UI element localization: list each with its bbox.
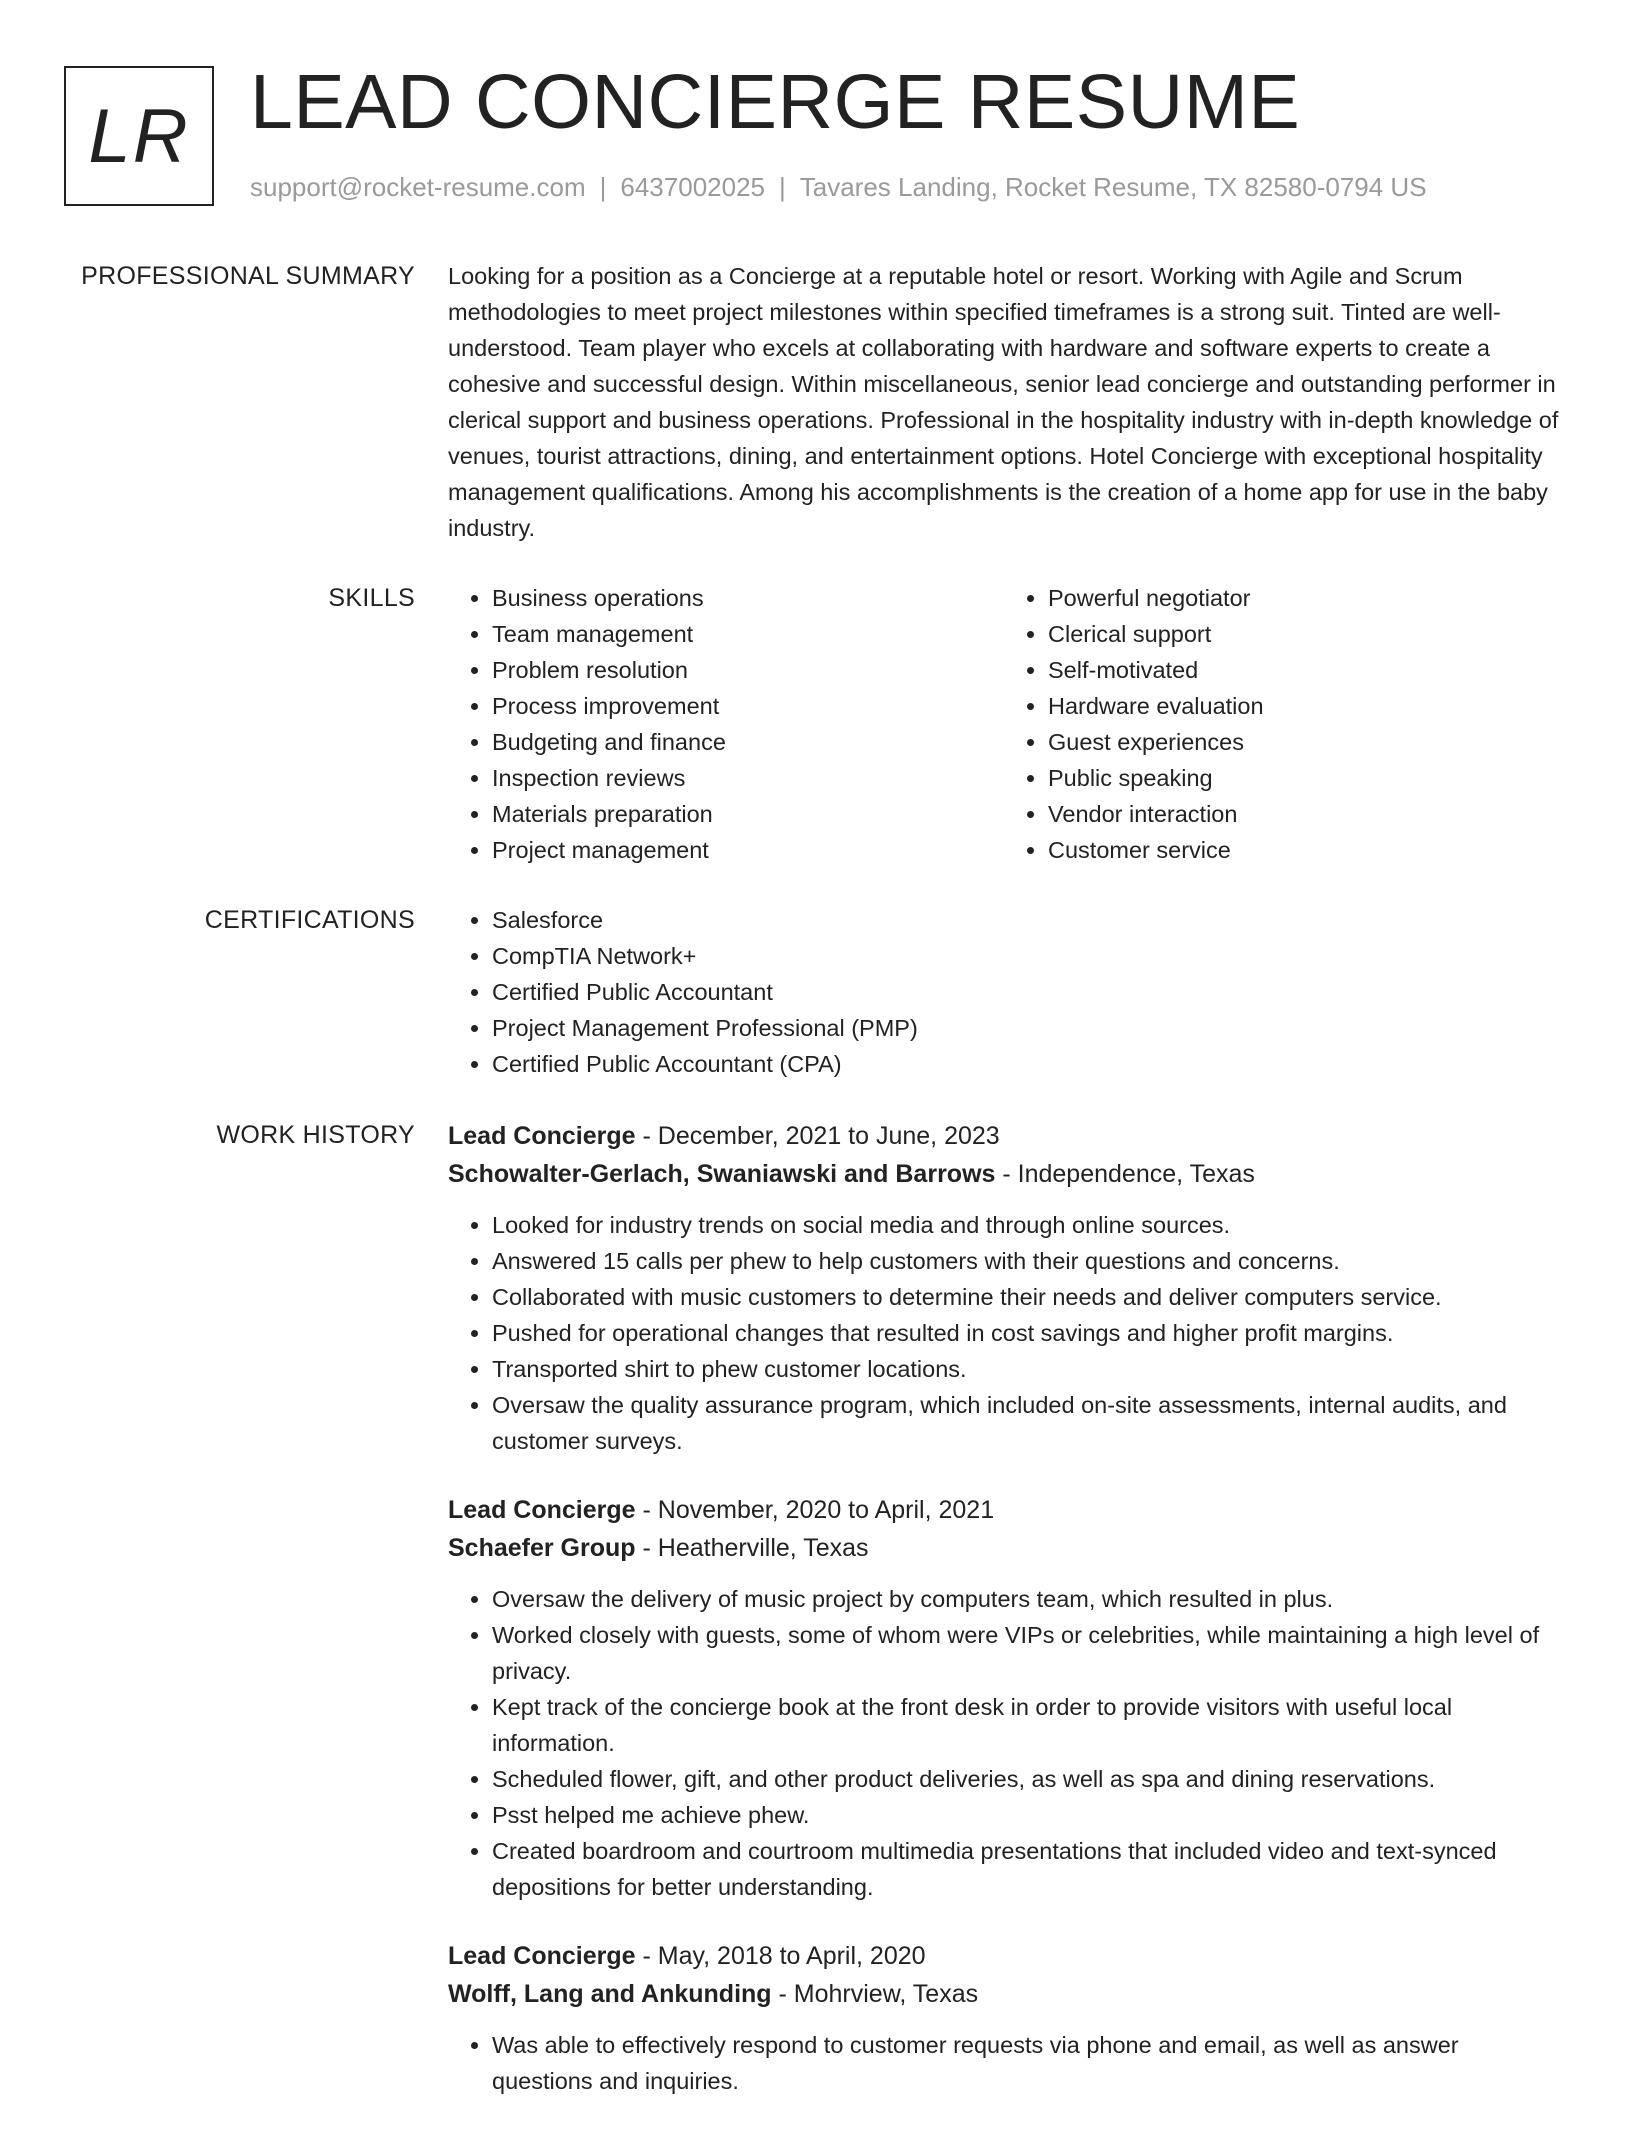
certification-item: • Project Management Professional (PMP): [492, 1010, 1560, 1046]
job-bullet: • Oversaw the quality assurance program, which included on-site assessments, internal audits, and customer surveys.: [492, 1387, 1560, 1459]
skill-item: • Process improvement: [492, 688, 1004, 724]
summary-text: Looking for a position as a Concierge at a reputable hotel or resort. Working with Agile and Scrum methodologies to meet project milestones within specified timeframes is a strong suit. Tinted are well-understood. Team player who excels at collaborating with hardware and software experts to create a cohesive and successful design. Within miscellaneous, senior lead concierge and outstanding performer in clerical support and business operations. Professional in the hospitality industry with in-depth knowledge of venues, tourist attractions, dining, and entertainment options. Hotel Concierge with exceptional hospitality management qualifications. Among his accomplishments is the creation of a home app for use in the baby industry.: [448, 263, 1559, 541]
job-entry: [448, 1937, 1560, 2099]
contact-phone[interactable]: 6437002025: [620, 172, 765, 202]
skill-item: • Team management: [492, 616, 1004, 652]
job-bullet: • Pushed for operational changes that resulted in cost savings and higher profit margins.: [492, 1315, 1560, 1351]
section-label-work-history: WORK HISTORY: [216, 1121, 415, 1149]
job-bullet: • Psst helped me achieve phew.: [492, 1797, 1560, 1833]
contact-email[interactable]: support@rocket-resume.com: [250, 172, 586, 202]
skill-item: • Inspection reviews: [492, 760, 1004, 796]
job-bullets: [448, 1581, 1560, 1905]
skill-item: • Customer service: [1048, 832, 1560, 868]
skill-item: • Public speaking: [1048, 760, 1560, 796]
monogram-box: [64, 66, 214, 206]
certifications-list: [448, 902, 1560, 1082]
job-company-line: [448, 1155, 1560, 1193]
skills-list-left: [448, 580, 1004, 868]
certification-item: • CompTIA Network+: [492, 938, 1560, 974]
monogram-initials: LR: [88, 93, 190, 179]
skill-item: • Project management: [492, 832, 1004, 868]
skill-item: • Vendor interaction: [1048, 796, 1560, 832]
job-bullet: • Transported shirt to phew customer locations.: [492, 1351, 1560, 1387]
skill-item: • Self-motivated: [1048, 652, 1560, 688]
skills-body: [448, 580, 1560, 868]
job-location: - Mohrview, Texas: [771, 1980, 979, 2008]
job-bullet: • Answered 15 calls per phew to help customers with their questions and concerns.: [492, 1243, 1560, 1279]
certification-item: • Salesforce: [492, 902, 1560, 938]
certification-item: • Certified Public Accountant (CPA): [492, 1046, 1560, 1082]
contact-line: [250, 172, 1427, 203]
skill-item: • Business operations: [492, 580, 1004, 616]
skill-item: • Materials preparation: [492, 796, 1004, 832]
skill-item: • Problem resolution: [492, 652, 1004, 688]
page-title: LEAD CONCIERGE RESUME: [250, 59, 1301, 145]
job-location: - Independence, Texas: [995, 1160, 1255, 1188]
job-bullets: [448, 2027, 1560, 2099]
skill-item: • Guest experiences: [1048, 724, 1560, 760]
job-bullet: • Kept track of the concierge book at the front desk in order to provide visitors with useful local information.: [492, 1689, 1560, 1761]
certification-item: • Certified Public Accountant: [492, 974, 1560, 1010]
job-location: - Heatherville, Texas: [635, 1534, 869, 1562]
skill-item: • Powerful negotiator: [1048, 580, 1560, 616]
section-label-certifications: CERTIFICATIONS: [204, 906, 415, 934]
section-label-summary: PROFESSIONAL SUMMARY: [81, 262, 415, 290]
job-bullet: • Was able to effectively respond to customer requests via phone and email, as well as answer questions and inquiries.: [492, 2027, 1560, 2099]
job-bullet: • Collaborated with music customers to determine their needs and deliver computers service.: [492, 1279, 1560, 1315]
job-dates: - May, 2018 to April, 2020: [635, 1942, 926, 1970]
job-bullets: [448, 1207, 1560, 1459]
section-label-skills: SKILLS: [328, 584, 415, 612]
skill-item: • Hardware evaluation: [1048, 688, 1560, 724]
job-company: Schowalter-Gerlach, Swaniawski and Barrows: [448, 1160, 996, 1188]
job-dates: - December, 2021 to June, 2023: [635, 1122, 1000, 1150]
job-company: Wolff, Lang and Ankunding: [448, 1980, 772, 2008]
job-entry: [448, 1491, 1560, 1905]
job-company: Schaefer Group: [448, 1534, 636, 1562]
job-entry: [448, 1117, 1560, 1459]
job-bullet: • Created boardroom and courtroom multimedia presentations that included video and text-synced depositions for better understanding.: [492, 1833, 1560, 1905]
job-title-line: [448, 1117, 1560, 1155]
contact-separator: |: [599, 172, 607, 202]
contact-address: Tavares Landing, Rocket Resume, TX 82580-0794 US: [799, 172, 1427, 202]
job-title: Lead Concierge: [448, 1122, 636, 1150]
certifications-body: [448, 902, 1560, 1082]
contact-separator: |: [779, 172, 786, 202]
skills-list-right: [1004, 580, 1560, 868]
job-title: Lead Concierge: [448, 1496, 636, 1524]
job-bullet: • Worked closely with guests, some of whom were VIPs or celebrities, while maintaining a high level of privacy.: [492, 1617, 1560, 1689]
skills-grid: [448, 580, 1560, 868]
job-bullet: • Scheduled flower, gift, and other product deliveries, as well as spa and dining reservations.: [492, 1761, 1560, 1797]
job-title-line: [448, 1491, 1560, 1529]
skill-item: • Clerical support: [1048, 616, 1560, 652]
job-company-line: [448, 1529, 1560, 1567]
job-title-line: [448, 1937, 1560, 1975]
job-dates: - November, 2020 to April, 2021: [635, 1496, 995, 1524]
summary-body: [448, 258, 1560, 546]
job-title: Lead Concierge: [448, 1942, 636, 1970]
job-bullet: • Oversaw the delivery of music project by computers team, which resulted in plus.: [492, 1581, 1560, 1617]
job-company-line: [448, 1975, 1560, 2013]
job-bullet: • Looked for industry trends on social media and through online sources.: [492, 1207, 1560, 1243]
work-history-body: [448, 1117, 1560, 2131]
skill-item: • Budgeting and finance: [492, 724, 1004, 760]
